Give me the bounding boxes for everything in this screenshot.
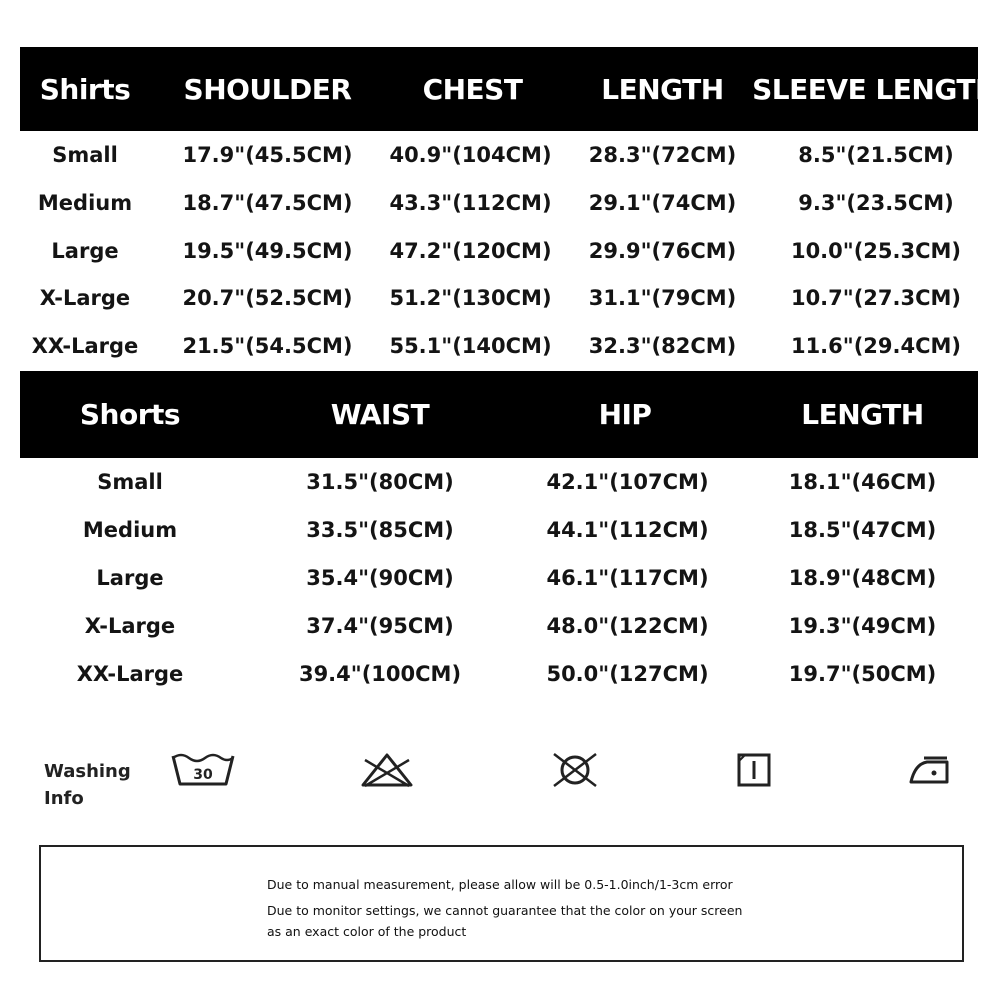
- shorts-size: Small: [97, 470, 163, 494]
- length-value: 29.9"(76CM): [588, 239, 737, 263]
- sleeve-length-value: 10.7"(27.3CM): [790, 286, 962, 310]
- shorts-size: Medium: [82, 518, 178, 542]
- shorts-length-value: 19.7"(50CM): [788, 662, 937, 686]
- shorts-length-value: 18.9"(48CM): [788, 566, 937, 590]
- waist-value: 37.4"(95CM): [306, 614, 454, 638]
- waist-value: 31.5"(80CM): [306, 470, 454, 494]
- shorts-size: X-Large: [84, 614, 176, 638]
- table-row: [0, 510, 1000, 550]
- shoulder-value: 19.5"(49.5CM): [182, 239, 353, 263]
- wash-30-icon: [168, 748, 238, 794]
- waist-value: 39.4"(100CM): [298, 662, 462, 686]
- sleeve-length-value: 8.5"(21.5CM): [798, 143, 954, 167]
- shirts-header-size: Shirts: [39, 72, 131, 106]
- table-row: [0, 326, 1000, 366]
- shoulder-value: 17.9"(45.5CM): [182, 143, 353, 167]
- shirt-size: Large: [51, 239, 119, 263]
- shirts-header-sleeve-length: SLEEVE LENGTH: [752, 72, 998, 106]
- notice-line-2: Due to monitor settings, we cannot guarantee that the color on your screen: [267, 903, 743, 918]
- washing-label-line2: Info: [44, 788, 84, 809]
- chest-value: 43.3"(112CM): [389, 191, 552, 215]
- table-row: [0, 135, 1000, 175]
- shirts-header-length: LENGTH: [601, 72, 724, 106]
- shorts-length-value: 19.3"(49CM): [788, 614, 937, 638]
- shorts-header-hip: HIP: [598, 398, 652, 431]
- chest-value: 51.2"(130CM): [389, 286, 552, 310]
- shirt-size: XX-Large: [31, 334, 139, 358]
- shirts-header-chest: CHEST: [422, 72, 523, 106]
- table-row: [0, 462, 1000, 502]
- shirt-size: X-Large: [39, 286, 131, 310]
- waist-value: 35.4"(90CM): [306, 566, 454, 590]
- wash-temp-label: 30: [193, 767, 213, 783]
- chest-value: 55.1"(140CM): [389, 334, 552, 358]
- measurement-notice: [39, 845, 964, 962]
- hip-value: 48.0"(122CM): [546, 614, 709, 638]
- shorts-header-length: LENGTH: [801, 398, 924, 431]
- chest-value: 47.2"(120CM): [389, 239, 552, 263]
- shoulder-value: 18.7"(47.5CM): [182, 191, 353, 215]
- shorts-header-size: Shorts: [79, 398, 181, 431]
- table-row: [0, 558, 1000, 598]
- do-not-bleach-icon: [352, 748, 422, 794]
- hip-value: 50.0"(127CM): [546, 662, 709, 686]
- shorts-header-waist: WAIST: [330, 398, 430, 431]
- dry-flat-icon: [718, 748, 788, 794]
- sleeve-length-value: 9.3"(23.5CM): [798, 191, 954, 215]
- length-value: 32.3"(82CM): [588, 334, 737, 358]
- chest-value: 40.9"(104CM): [389, 143, 552, 167]
- length-value: 28.3"(72CM): [588, 143, 737, 167]
- notice-line-3: as an exact color of the product: [267, 924, 467, 939]
- iron-low-icon: [894, 748, 964, 794]
- shoulder-value: 21.5"(54.5CM): [182, 334, 353, 358]
- table-row: [0, 278, 1000, 318]
- do-not-tumble-dry-icon: [540, 748, 610, 794]
- table-row: [0, 183, 1000, 223]
- sleeve-length-value: 11.6"(29.4CM): [790, 334, 962, 358]
- shorts-length-value: 18.5"(47CM): [788, 518, 937, 542]
- washing-info: [0, 748, 1000, 818]
- sleeve-length-value: 10.0"(25.3CM): [790, 239, 962, 263]
- length-value: 29.1"(74CM): [588, 191, 737, 215]
- hip-value: 46.1"(117CM): [546, 566, 709, 590]
- shirts-header-shoulder: SHOULDER: [183, 72, 352, 106]
- shorts-size: Large: [96, 566, 164, 590]
- table-row: [0, 654, 1000, 694]
- shorts-header-row: [20, 371, 978, 458]
- waist-value: 33.5"(85CM): [306, 518, 454, 542]
- shirt-size: Small: [52, 143, 118, 167]
- shirt-size: Medium: [37, 191, 133, 215]
- notice-line-1: Due to manual measurement, please allow will be 0.5-1.0inch/1-3cm error: [267, 877, 733, 892]
- shorts-length-value: 18.1"(46CM): [788, 470, 937, 494]
- washing-label-line1: Washing: [44, 761, 131, 782]
- washing-info-label: [44, 758, 131, 812]
- table-row: [0, 231, 1000, 271]
- length-value: 31.1"(79CM): [588, 286, 737, 310]
- shorts-size: XX-Large: [76, 662, 184, 686]
- hip-value: 44.1"(112CM): [546, 518, 709, 542]
- shoulder-value: 20.7"(52.5CM): [182, 286, 353, 310]
- table-row: [0, 606, 1000, 646]
- shirts-header-row: [20, 47, 998, 131]
- hip-value: 42.1"(107CM): [546, 470, 709, 494]
